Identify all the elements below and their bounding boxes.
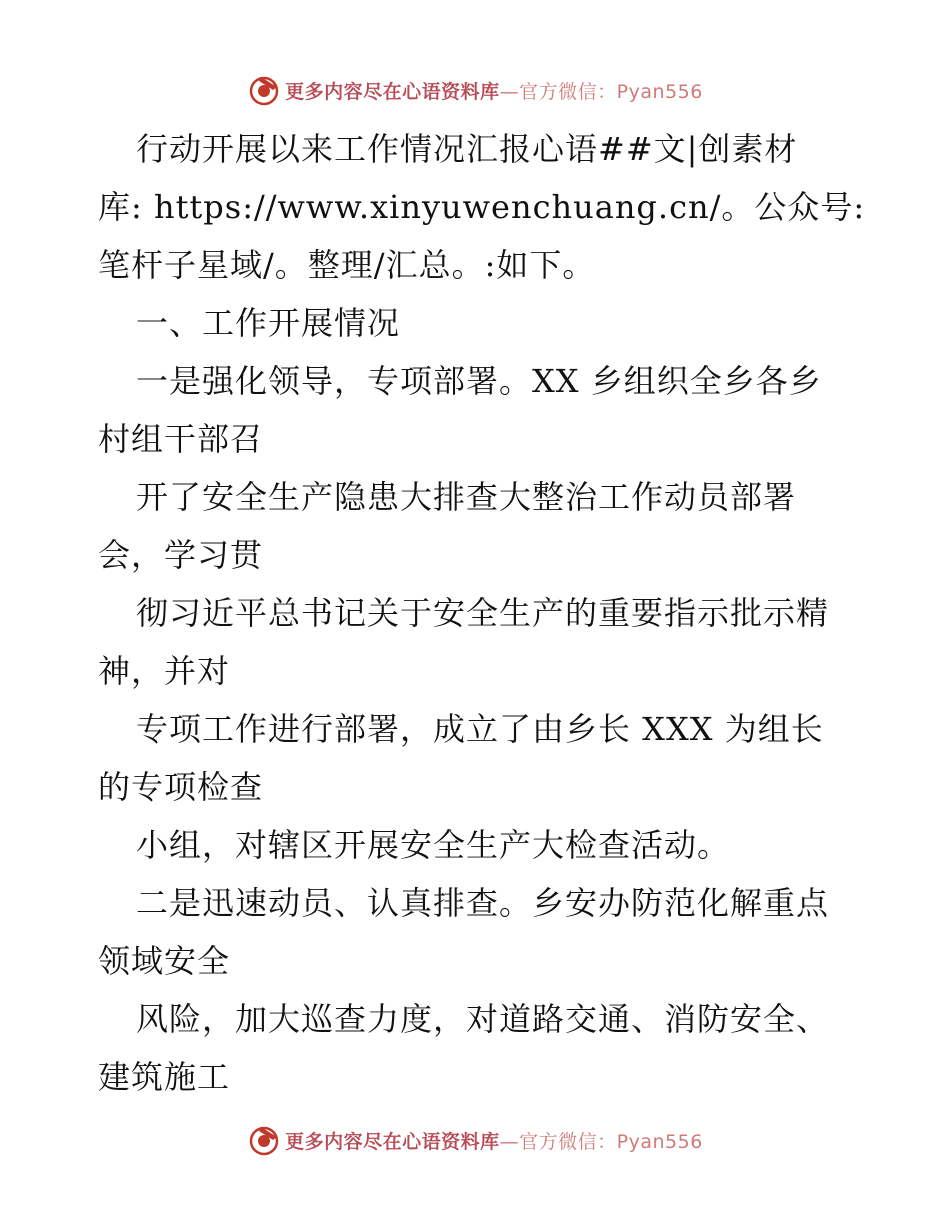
header-banner-title: 更多内容尽在心语资料库 [285,80,500,103]
doc-line-9: 彻习近平总书记关于安全生产的重要指示批示精 [136,594,830,632]
document-body [98,120,866,1106]
doc-line-17: 建筑施工 [98,1058,231,1096]
doc-line-2: 库: https://www.xinyuwenchuang.cn/。公众号: [98,188,866,226]
doc-line-16: 风险，加大巡查力度，对道路交通、消防安全、 [136,1000,830,1038]
footer-banner [0,1120,950,1160]
doc-line-13: 小组，对辖区开展安全生产大检查活动。 [136,826,731,864]
doc-line-10: 神，并对 [98,652,231,690]
doc-line-8: 会，学习贯 [98,536,264,574]
doc-line-1: 行动开展以来工作情况汇报心语##文|创素材 [136,130,798,168]
doc-line-5: 一是强化领导，专项部署。XX 乡组织全乡各乡 [136,362,822,400]
doc-line-15: 领域安全 [98,942,231,980]
footer-banner-title: 更多内容尽在心语资料库 [285,1130,500,1153]
header-banner [0,70,950,110]
doc-line-3: 笔杆子星域/。整理/汇总。:如下。 [98,246,596,284]
section-heading: 一、工作开展情况 [136,304,401,342]
doc-line-6: 村组干部召 [98,420,264,458]
logo-icon [247,1123,281,1157]
doc-line-11: 专项工作进行部署，成立了由乡长 XXX 为组长 [136,710,824,748]
doc-line-12: 的专项检查 [98,768,264,806]
doc-line-14: 二是迅速动员、认真排查。乡安办防范化解重点 [136,884,830,922]
header-banner-text [285,77,703,104]
doc-line-7: 开了安全生产隐患大排查大整治工作动员部署 [136,478,797,516]
logo-icon [247,73,281,107]
header-banner-contact: —官方微信：Pyan556 [499,80,703,103]
footer-banner-contact: —官方微信：Pyan556 [499,1130,703,1153]
footer-banner-text [285,1127,703,1154]
